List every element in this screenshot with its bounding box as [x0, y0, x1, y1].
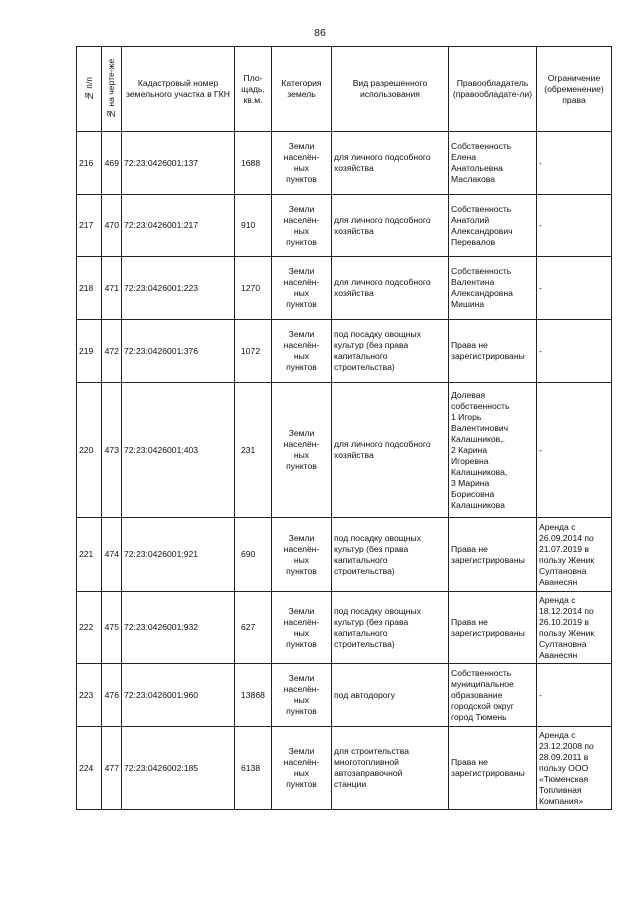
table-row — [77, 195, 612, 257]
row-number: 219 — [77, 320, 102, 383]
land-category: Земли населён- ных пунктов — [272, 257, 332, 320]
table-row — [77, 132, 612, 195]
row-number: 216 — [77, 132, 102, 195]
header-row — [77, 47, 612, 132]
drawing-number: 476 — [102, 664, 122, 727]
header-category: Категория земель — [272, 47, 332, 132]
land-category: Земли населён- ных пунктов — [272, 195, 332, 257]
land-category: Земли населён- ных пунктов — [272, 592, 332, 664]
permitted-use: под посадку овощных культур (без права капитального строительства) — [332, 518, 449, 592]
drawing-number: 477 — [102, 727, 122, 810]
row-number: 218 — [77, 257, 102, 320]
land-category: Земли населён- ных пунктов — [272, 320, 332, 383]
table-row — [77, 727, 612, 810]
permitted-use: для личного подсобного хозяйства — [332, 383, 449, 518]
header-use: Вид разрешенного использования — [332, 47, 449, 132]
page-number: 86 — [314, 27, 326, 39]
right-holder: Долевая собственность 1 Игорь Валентинович Калашников,. 2 Карина Игоревна Калашникова, 3 Марина Борисовна Калашникова — [449, 383, 537, 518]
plot-area: 6138 — [235, 727, 272, 810]
encumbrance: Аренда с 23.12.2008 по 28.09.2011 в пользу ООО «Тюменская Топливная Компания» — [537, 727, 612, 810]
land-category: Земли населён- ных пунктов — [272, 132, 332, 195]
land-category: Земли населён- ных пунктов — [272, 664, 332, 727]
row-number: 220 — [77, 383, 102, 518]
row-number: 221 — [77, 518, 102, 592]
encumbrance: - — [537, 132, 612, 195]
drawing-number: 470 — [102, 195, 122, 257]
cadastral-number: 72:23:0426001:921 — [122, 518, 235, 592]
row-number: 217 — [77, 195, 102, 257]
encumbrance: - — [537, 664, 612, 727]
header-drawing: № на черте-же — [102, 47, 122, 132]
drawing-number: 475 — [102, 592, 122, 664]
right-holder: Права не зарегистрированы — [449, 727, 537, 810]
land-plots-table — [76, 46, 612, 810]
table-row — [77, 320, 612, 383]
row-number: 223 — [77, 664, 102, 727]
plot-area: 231 — [235, 383, 272, 518]
permitted-use: под посадку овощных культур (без права капитального строительства) — [332, 320, 449, 383]
permitted-use: для личного подсобного хозяйства — [332, 132, 449, 195]
header-limit: Ограничение (обременение) права — [537, 47, 612, 132]
permitted-use: под посадку овощных культур (без права капитального строительства) — [332, 592, 449, 664]
cadastral-number: 72:23:0426001:223 — [122, 257, 235, 320]
encumbrance: Аренда с 18.12.2014 по 26.10.2019 в пользу Женик Султановна Аванесян — [537, 592, 612, 664]
cadastral-number: 72:23:0426001:376 — [122, 320, 235, 383]
land-category: Земли населён- ных пунктов — [272, 383, 332, 518]
permitted-use: под автодорогу — [332, 664, 449, 727]
encumbrance: - — [537, 195, 612, 257]
drawing-number: 474 — [102, 518, 122, 592]
table-row — [77, 257, 612, 320]
header-cadastral: Кадастровый номер земельного участка в ГКН — [122, 47, 235, 132]
cadastral-number: 72:23:0426002:185 — [122, 727, 235, 810]
cadastral-number: 72:23:0426001:403 — [122, 383, 235, 518]
right-holder: Собственность Валентина Александровна Мишина — [449, 257, 537, 320]
plot-area: 1072 — [235, 320, 272, 383]
right-holder: Права не зарегистрированы — [449, 320, 537, 383]
right-holder: Собственность Анатолий Александрович Перевалов — [449, 195, 537, 257]
right-holder: Собственность муниципальное образование городской округ город Тюмень — [449, 664, 537, 727]
plot-area: 1688 — [235, 132, 272, 195]
right-holder: Права не зарегистрированы — [449, 518, 537, 592]
header-area: Пло-щадь, кв.м. — [235, 47, 272, 132]
header-num: № п/п — [77, 47, 102, 132]
cadastral-number: 72:23:0426001:960 — [122, 664, 235, 727]
drawing-number: 473 — [102, 383, 122, 518]
plot-area: 13868 — [235, 664, 272, 727]
plot-area: 1270 — [235, 257, 272, 320]
drawing-number: 471 — [102, 257, 122, 320]
permitted-use: для личного подсобного хозяйства — [332, 195, 449, 257]
encumbrance: Аренда с 26.09.2014 по 21.07.2019 в пользу Женик Султановна Аванесян — [537, 518, 612, 592]
cadastral-number: 72:23:0426001:932 — [122, 592, 235, 664]
table-row — [77, 518, 612, 592]
table-row — [77, 383, 612, 518]
encumbrance: - — [537, 320, 612, 383]
right-holder: Права не зарегистрированы — [449, 592, 537, 664]
drawing-number: 472 — [102, 320, 122, 383]
cadastral-number: 72:23:0426001:137 — [122, 132, 235, 195]
encumbrance: - — [537, 257, 612, 320]
drawing-number: 469 — [102, 132, 122, 195]
encumbrance: - — [537, 383, 612, 518]
table-row — [77, 592, 612, 664]
plot-area: 910 — [235, 195, 272, 257]
table-row — [77, 664, 612, 727]
land-category: Земли населён- ных пунктов — [272, 727, 332, 810]
land-category: Земли населён- ных пунктов — [272, 518, 332, 592]
row-number: 222 — [77, 592, 102, 664]
right-holder: Собственность Елена Анатольевна Маслакова — [449, 132, 537, 195]
cadastral-number: 72:23:0426001:217 — [122, 195, 235, 257]
permitted-use: для личного подсобного хозяйства — [332, 257, 449, 320]
plot-area: 690 — [235, 518, 272, 592]
permitted-use: для строительства многотопливной автозаправочной станции — [332, 727, 449, 810]
header-owner: Правообладатель (правообладате-ли) — [449, 47, 537, 132]
plot-area: 627 — [235, 592, 272, 664]
row-number: 224 — [77, 727, 102, 810]
